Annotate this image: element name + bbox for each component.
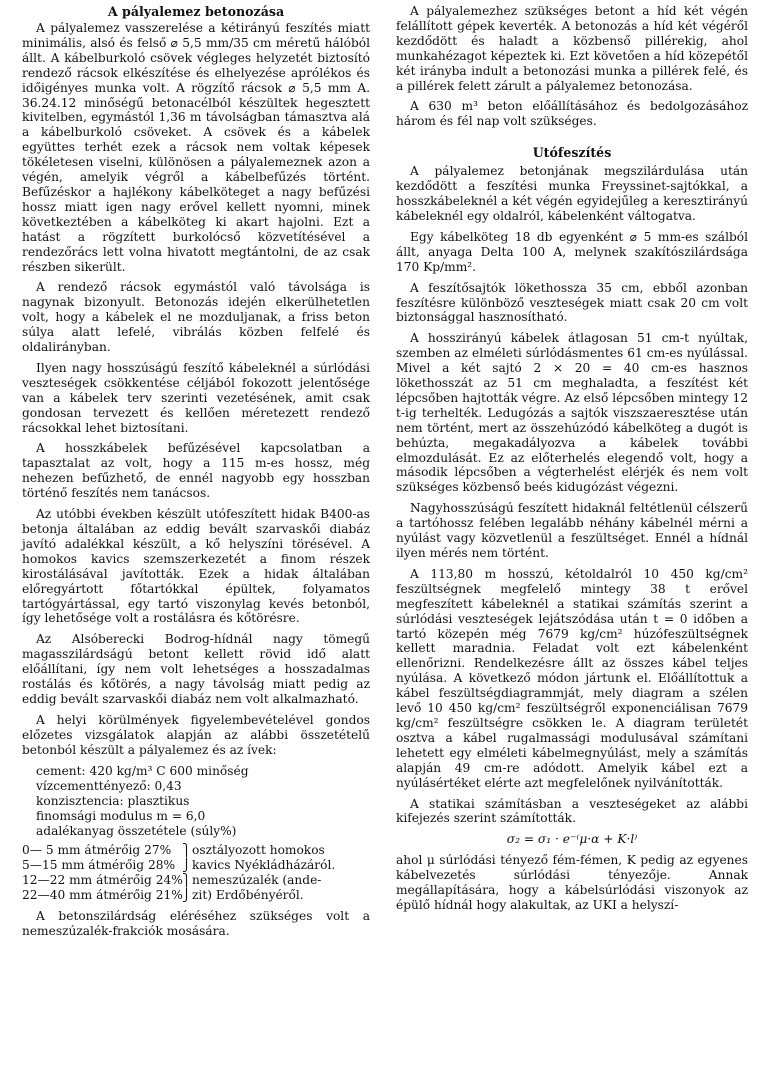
- concrete-mix-list: [36, 764, 370, 839]
- fraction-row: 0— 5 mm átmérőig 27%: [22, 842, 172, 857]
- brace-icon: ⎫ ⎭ ⎫ ⎭: [182, 842, 191, 902]
- fraction-row: 22—40 mm átmérőig 21%: [22, 887, 183, 902]
- fraction-row: 5—15 mm átmérőig 28%: [22, 857, 176, 872]
- paragraph: A pályalemez betonjának megszilárdulása után kezdődött a feszítési munka Freyssinet-sajtókkal, a hosszkábeleknél a két végén egyidejűleg a keresztirányú kábeleknél egy oldalról, kábelenként váltogatva.: [396, 164, 748, 223]
- fraction-desc: osztályozott homokos: [192, 842, 325, 857]
- paragraph: A hosszirányú kábelek átlagosan 51 cm-t nyúltak, szemben az elméleti súrlódásmentes 61 cm-es nyúlással. Mivel a két sajtó 2 × 20 = 40 cm-es hasznos lökethosszát az 51 cm meghaladta, a feszítést két lépcsőben hajtották végre. Az első lépcsőben mintegy 12 t-ig terhelték. Ledugózás a sajtók viszszaeresztése után nem történt, mert az összehúzódó kábelköteg a dugót is behúzta, megakadályozva a kábelek további elmozdulását. Ez az előterhelés elegendő volt, hogy a második lépcsőben a végterhelést elérjék és nem volt szükséges közbenső beés kidugózást végezni.: [396, 331, 748, 495]
- left-column: [22, 4, 370, 944]
- mix-item: finomsági modulus m = 6,0: [36, 808, 206, 823]
- paragraph: A betonszilárdság eléréséhez szükséges volt a nemeszúzalék-frakciók mosására.: [22, 908, 370, 938]
- fraction-row: 12—22 mm átmérőig 24%: [22, 872, 183, 887]
- fraction-desc: zit) Erdőbényéről.: [192, 887, 304, 902]
- fraction-desc: nemeszúzalék (ande-: [192, 872, 322, 887]
- paragraph: Ilyen nagy hosszúságú feszítő kábeleknél a súrlódási veszteségek csökkentése céljából fokozott jelentősége van a kábelek terv szerinti vezetésének, amit csak gondosan tervezett és kellően méretezett rendező rácsokkal lehet biztosítani.: [22, 360, 370, 435]
- mix-item: vízcementtényező: 0,43: [36, 778, 182, 793]
- paragraph: A pályalemezhez szükséges betont a híd két végén felállított gépek keverték. A betonozás a híd két végéről kezdődött és haladt a közbenső pillérekig, ahol munkahézagot képeztek ki. Ezt követően a híd közepétől két irányba indult a betonozási munka a pillérek felé, és a pillérek felett zárult a pályalemez betonozása.: [396, 4, 748, 93]
- paragraph: ahol μ súrlódási tényező fém-fémen, K pedig az egyenes kábelvezetés súrlódási tényezője. Annak megállapítására, hogy a kábelsúrlódási viszonyok az épülő hídnál hogy alakultak, az UKI a helyszí-: [396, 853, 748, 912]
- paragraph: A statikai számításban a veszteségeket az alábbi kifejezés szerint számították.: [396, 796, 748, 826]
- paragraph: Az Alsóberecki Bodrog-hídnál nagy tömegű magasszilárdságú betont kellett rövid idő alatt előállítani, így nem volt lehetséges a hosszadalmas rostálás és kőtörés, a nagy távolság miatt pedig az eddig bevált szarvaskői diabáz nem volt alkalmazható.: [22, 632, 370, 706]
- paragraph: A helyi körülmények figyelembevételével gondos előzetes vizsgálatok alapján az alábbi összetételű betonból készült a pályalemez és az ívek:: [22, 712, 370, 757]
- paragraph: A feszítősajtók lökethossza 35 cm, ebből azonban feszítésre különböző veszteségek miatt csak 20 cm volt biztonsággal hasznosítható.: [396, 280, 748, 325]
- section-subtitle: Utófeszítés: [532, 145, 612, 161]
- paragraph: A hosszkábelek befűzésével kapcsolatban a tapasztalat az volt, hogy a 115 m-es hossz, még nehezen befűzhető, de ennél nagyobb egy hosszban történő feszítés nem tanácsos.: [22, 441, 370, 501]
- section-title: A pályalemez betonozása: [107, 4, 285, 19]
- mix-item: cement: 420 kg/m³ C 600 minőség: [36, 763, 249, 778]
- paragraph: A 630 m³ beton előállításához és bedolgozásához három és fél nap volt szükséges.: [396, 99, 748, 129]
- fraction-desc: kavics Nyékládházáról.: [192, 857, 336, 872]
- loss-formula: σ₂ = σ₁ · e⁻⁽μ·α + K·l⁾: [506, 832, 638, 847]
- mix-item: konzisztencia: plasztikus: [36, 793, 190, 808]
- mix-item: adalékanyag összetétele (súly%): [36, 823, 237, 838]
- aggregate-fractions: [22, 843, 370, 903]
- paragraph: Az utóbbi években készült utófeszített hidak B400-as betonja általában az eddig bevált szarvaskői diabáz javító adalékkal készült, a kő helyszíni törésével. A homokos kavics szemszerkezetét a finom részek kirostálásával javították. Ezek a hidak általában előregyártott főtartókkal épültek, folyamatos tartógyártással, egy tartó viszonylag kevés betonból, így lehetősége volt a rostálásra és kőtörésre.: [22, 507, 370, 626]
- paragraph: A 113,80 m hosszú, kétoldalról 10 450 kg/cm² feszültségnek megfelelő mintegy 38 t erővel megfeszített kábeleknél a statikai számítás szerint a súrlódási veszteségek lejátszódása után t = 0 időben a tartó közepén még 7679 kg/cm² húzófeszültségnek kellett maradnia. Feladat volt ezt kábelenként ellenőrizni. Rendelkezésre állt az összes kábel teljes nyúlása. A következő módon jártunk el. Előállítottuk a kábel feszültségdiagrammját, mely diagram a szélen levő 10 450 kg/cm² feszültségről exponenciálisan 7679 kg/cm² feszültségre csökken le. A diagram területét osztva a kábel rugalmassági modulusával számítani lehetett egy elméleti kábelmegnyúlást, mely a számítás alapján 49 cm-re adódott. Amelyik kábel ezt a nyúlásértéket elérte azt megfelelőnek nyilvánították.: [396, 566, 748, 790]
- paragraph: Egy kábelköteg 18 db egyenként ⌀ 5 mm-es szálból állt, anyaga Delta 100 A, melynek szakítószilárdsága 170 Kp/mm².: [396, 229, 748, 274]
- paragraph: A pályalemez vasszerelése a kétirányú feszítés miatt minimális, alsó és felső ⌀ 5,5 mm/35 cm méretű hálóból állt. A kábelburkoló csövek végleges helyzetét biztosító rendező rácsok elkészítése és elhelyezése aprólékos és időigényes munka volt. A rögzítő rácsok ⌀ 5,5 mm A. 36.24.12 minőségű betonacélból készültek hegesztett kivitelben, egymástól 1,36 m távolságban támasztva alá a kábelburkoló csöveket. A csövek és a kábelek együttes terhét ezek a rácsok nem voltak képesek tökéletesen viselni, különösen a pályalemeznek azon a végén, amelyik végről a kábelbefűzés történt. Befűzéskor a hajlékony kábelköteget a nagy befűzési hossz miatt igen nagy erővel kellett nyomni, minek következtében a kábelköteg ki akart hajolni. Ezt a hatást a rögzített burkolócső közvetítésével a rendezőrács lett volna hivatott megtántolni, de az csak részben sikerült.: [22, 21, 370, 274]
- paragraph: Nagyhosszúságú feszített hidaknál feltétlenül célszerű a tartóhossz felében legalább néhány kábelnél mérni a nyúlást vagy közvetlenül a feszültséget. Ennél a hídnál ilyen mérés nem történt.: [396, 501, 748, 560]
- right-column: [396, 4, 748, 919]
- paragraph: A rendező rácsok egymástól való távolsága is nagynak bizonyult. Betonozás idején elkerülhetetlen volt, hogy a kábelek el ne mozduljanak, a friss beton súlya alatt lefelé, vibrálás közben felfelé és oldalirányban.: [22, 280, 370, 355]
